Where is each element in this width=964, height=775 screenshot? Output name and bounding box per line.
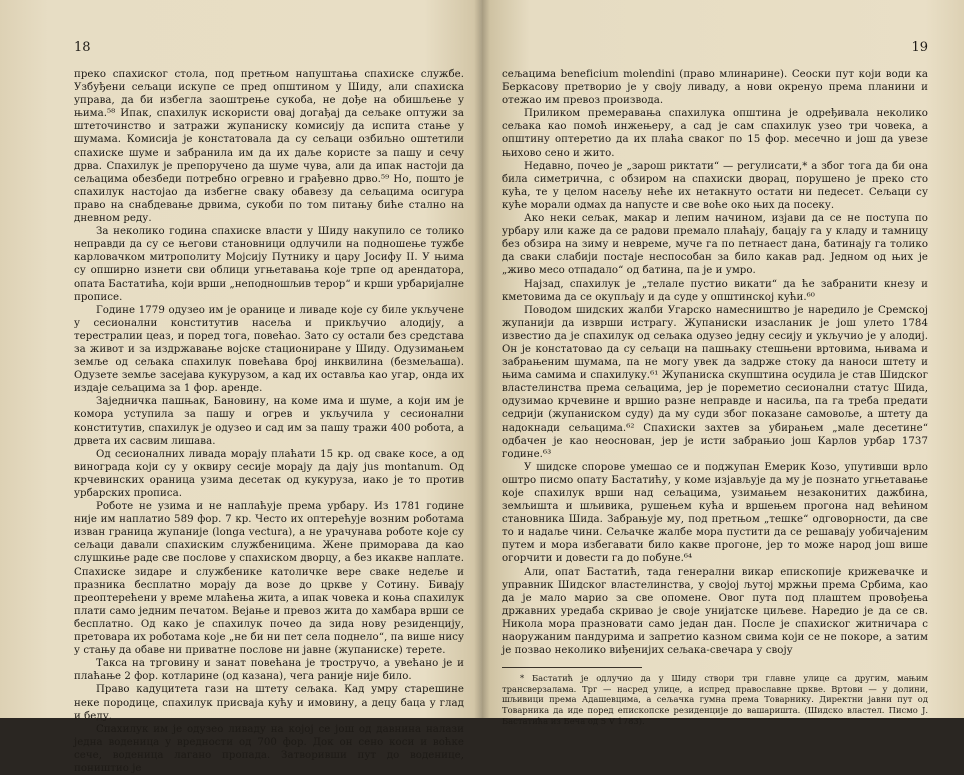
paragraph: сељацима beneficium molendini (право млинарине). Сеоски пут који води ка Беркасову претворио је у своју ливаду, а нови окренуо према планини и отежао им превоз производа.	[502, 69, 928, 107]
paragraph: Заједничка пашњак, Бановину, на коме има и шуме, а који им је комора уступила за пашу и огрев и укључила у сесионални конститутив, спахилук је одузео и сад им за пашу тражи 400 робота, а дрвета их сасвим лишава.	[74, 396, 464, 447]
gutter-shadow	[482, 0, 490, 718]
paragraph: Ако неки сељак, макар и лепим начином, изјави да се не поступа по урбару или каже да се радови премало плаћају, бацају га у кладу и тамницу без обзира на зиму и невреме, муче га по петнаест дана, батинају га толико да сваки слабији постаје неспособан за било какав рад. Једном од њих је „живо месо отпадало“ од батина, па је и умро.	[502, 213, 928, 277]
paragraph: Од сесионалних ливада морају плаћати 15 кр. од сваке косе, а од винограда који су у оквиру сесије морају да дају jus montanum. Од крчевинских ораница узима десетак од кукуруза, иако је то против урбарских прописа.	[74, 448, 464, 499]
gutter-shadow	[474, 0, 482, 718]
paragraph: Поводом шидских жалби Угарско намесништво је наредило је Сремској жупанији да изврши истрагу. Жупаниски изасланик је још улето 1784 известио да је спахилук од сељака одузео једну сесију и укључио је у алодиј. Он је констатовао да су сељаци на пашњаку стешњени вртовима, њивама и забрањеним шумама, па не могу увек да задрже стоку да наноси штету и њима самима и спахилуку.⁶¹ Жупаниска скупштина осудила је став Шидског властелинства према сељацима, јер је пореметио сесионални статус Шида, одузимао крчевине и вршио разне неправде и насиља, па га треба предати седрији (жупаниском суду) да му суди због показане самовоље, а штету да надокнади сељацима.⁶² Спахиски захтев за убирањем „мале десетине“ одбачен је као неоснован, јер је исти забрањио још Карлов урбар 1737 године.⁶³	[502, 304, 928, 460]
paragraph: Најзад, спахилук је „телале пустио викати“ да ће забранити кнезу и кметовима да се окупљају и да суде у општинској кући.⁶⁰	[502, 278, 928, 303]
footnote-divider	[502, 667, 642, 668]
paragraph: преко спахиског стола, под претњом напуштања спахиске службе. Узбуђени сељаци искупе се пред општином у Шиду, али спахиска управа, да би избегла заоштрење сукоба, не дође на обишљење у њима.⁵⁸ Ипак, спахилук искористи овај догађај да сељаке оптужи за штеточинство и затражи жупаниску комисију да испита стање у шумама. Комисија је констатовала да су сељаци озбиљно оштетили спахиске шуме и забранила им да их даље користе за пашу и сечу дрва. Спахилук је препоручено да шуме чува, али да ипак настоји да сељацима обезбеди потребно огревно и грађевно дрво.⁵⁹ Но, пошто је спахилук настојао да избегне сваку обавезу да сељацима осигура право на снабдевање дрвима, сукоби по том питању биће стално на дневном реду.	[74, 69, 464, 225]
paragraph: Спахилук им је одузео ливаду на којој се још од давнина налази једна воденица у вредности од 700 фор. Док он сено коси и воћке сече, воденица лагано пропада. Затворивши пут до воденице, поништио је	[74, 723, 464, 774]
footnote: * Бастатић је одлучио да у Шиду створи три главне улице са другим, мањим трансверзалама. Трг — насред улице, а испред православне цркве. Вртови — у долини, шљивици према Адашевцима, а сељачка гумна према Товарнику. Директни јавни пут од Товарника да иде поред епископске резиденције до вашаришта. (Шидско властел. Писмо Ј. Бастатића из Беча од 5 V 1783).	[502, 673, 928, 726]
left-page	[0, 0, 482, 774]
paragraph: Приликом премеравања спахилука општина је одређивала неколико сељака као помоћ инжењеру, а сад је сам спахилук узео три човека, а општину оптеретио да их плаћа сваког по 15 фор. месечно и још да увезе њихово сено и жито.	[502, 108, 928, 159]
page-number: 19	[911, 40, 928, 55]
paragraph: Али, опат Бастатић, тада генерални викар епископије крижевачке и управник Шидског властелинства, у својој љутој мржњи према Србима, као да је мало марио за све опомене. Овог пута под плаштем провођења државних уредаба скривао је своје унијатске циљеве. Наредио је да се св. Никола мора празновати само један дан. После је спахиског житничара с наоружаним пандурима и запретио казном свима који се не покоре, а затим је позвао неколико виђенијих сељака-свечара у своју	[502, 566, 928, 657]
paragraph: У шидске спорове умешао се и поджупан Емерик Козо, упутивши врло оштро писмо опату Бастатићу, у коме изјављује да му је познато угњетавање које спахилук врши над сељацима, узимањем незаконитих дажбина, земљишта и шљивика, рушењем кућа и вршењем прогона над већином становника Шида. Забрањује му, под претњом „тешке“ одговорности, да све то и надаље чини. Сељачке жалбе мора пустити да се решавају уобичајеним путем и мора избегавати било какве прогоне, јер то може народ још више огорчити и довести га до побуне.⁶⁴	[502, 461, 928, 565]
right-page	[482, 0, 964, 726]
paragraph: Такса на трговину и занат повећана је тростручо, а увећано је и плаћање 2 фор. котларине (од казана), чега раније није било.	[74, 658, 464, 683]
paragraph: Године 1779 одузео им је оранице и ливаде које су биле укључене у сесионални конститутив насеља и прикључио алодију, а терестралии цеаз, и поред тога, повећао. Зато су остали без средстава за живот и за издржавање војске стациониране у Шиду. Одузимањем земље од сељака спахилук повећава број инквилина (безмељаша). Одузете земље засејава кукурузом, а кад их оставља као угар, онда их издаје сељацима за 1 фор. аренде.	[74, 304, 464, 395]
paragraph: За неколико година спахиске власти у Шиду накупило се толико неправди да су се његови становници одлучили на подношење тужбе карловачком митрополиту Мојсију Путнику и цару Јосифу II. У њима су опширно изнети сви облици угњетавања које трпе од арендатора, опата Бастатића, који врши „неподношљив терор“ и крши урбаријалне прописе.	[74, 226, 464, 303]
page-number: 18	[74, 40, 91, 55]
paragraph: Недавно, почео је „зарош риктати“ — регулисати,* а због тога да би она била симетрична, с обзиром на спахиски дворац, порушено је преко сто кућа, те у целом насељу неће их нетакнуто остати ни педесет. Сељаци су куће морали одмах да напусте и све воће око њих да посеку.	[502, 160, 928, 211]
paragraph: Роботе не узима и не наплаћује према урбару. Из 1781 године није им наплатио 589 фор. 7 кр. Често их оптерећује возним роботама изван граница жупаније (longa vectura), а не урачунава роботе које су сељаци давали спахиским службеницима. Жене приморава да као слушкиње раде све послове у спахиском дворцу, а без икакве наплате. Спахиске зидаре и службенике католичке вере сваке недеље и празника бесплатно морају да возе до цркве у Сотину. Бивају преоптерећени у време млаћења жита, а ипак човека и коња спахилук плати само једним печатом. Вејање и превоз жита до хамбара врши се бесплатно. Од како је спахилук почео да зида нову резиденцију, претовара их роботама које „не би ни пет села поднело“, па више нису у стању да обаве ни приватне послове ни јавне (жупаниске) терете.	[74, 501, 464, 657]
paragraph: Право кадуцитета гази на штету сељака. Кад умру старешине неке породице, спахилук присваја кућу и имовину, а децу баца у глад и беду.	[74, 684, 464, 722]
